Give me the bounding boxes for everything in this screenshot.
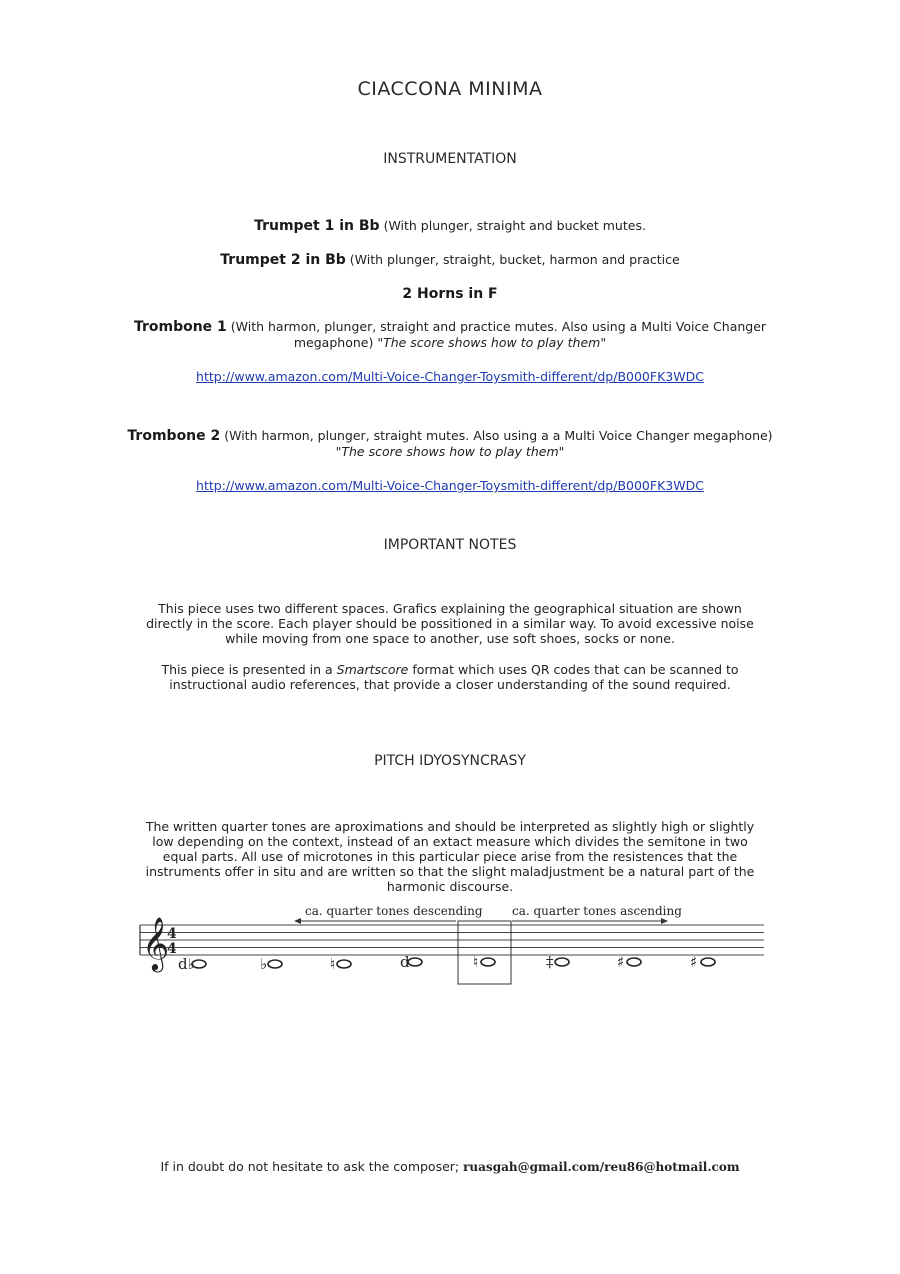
arrow-right-icon: [661, 918, 668, 924]
trumpet1-desc: (With plunger, straight and bucket mutes.: [383, 218, 646, 233]
treble-clef-icon: 𝄞: [142, 916, 170, 970]
footer-text: If in doubt do not hesitate to ask the composer;: [160, 1159, 464, 1174]
trumpet1-name: Trumpet 1 in Bb: [254, 218, 380, 234]
microtone-staff: [0, 895, 900, 995]
trumpet2-entry: [0, 252, 900, 268]
important-notes-heading: IMPORTANT NOTES: [383, 537, 517, 553]
trumpet2-name: Trumpet 2 in Bb: [220, 252, 346, 268]
note-4: [408, 958, 422, 966]
sharp-icon: ♯: [617, 953, 625, 971]
time-signature-bottom: 4: [167, 941, 177, 957]
three-quarter-sharp-icon: ♯: [690, 953, 698, 971]
composer-email[interactable]: ruasgah@gmail.com/reu86@hotmail.com: [463, 1160, 740, 1174]
note-6: [555, 958, 569, 966]
arrow-left-icon: [294, 918, 301, 924]
trombone2-link[interactable]: http://www.amazon.com/Multi-Voice-Changer-Toysmith-different/dp/B000FK3WDC: [196, 478, 704, 493]
trombone1-desc: (With harmon, plunger, straight and practice mutes. Also using a Multi Voice Changer: [230, 319, 767, 334]
notes-para2-start: This piece is presented in a: [161, 662, 337, 677]
natural-icon: ♮: [330, 955, 336, 973]
trombone1-name: Trombone 1: [133, 319, 227, 335]
trombone2-link-row: [0, 475, 900, 494]
trombone1-entry: [0, 319, 900, 350]
trombone2-entry: [0, 428, 900, 459]
three-quarter-flat-icon: d♭: [178, 955, 195, 973]
horns-entry: [0, 286, 900, 302]
trombone2-name: Trombone 2: [127, 428, 221, 444]
notes-para2-italic: Smartscore: [336, 662, 409, 677]
trumpet1-entry: [0, 218, 900, 234]
flat-icon: ♭: [260, 955, 268, 973]
natural-icon-2: ♮: [473, 953, 479, 971]
quarter-sharp-icon: ‡: [546, 953, 554, 971]
trombone2-quote: "The score shows how to play them": [335, 444, 565, 459]
page-title: CIACCONA MINIMA: [357, 78, 543, 100]
notes-paragraph-2: [0, 662, 900, 692]
note-5: [481, 958, 495, 966]
notes-paragraph-1: This piece uses two different spaces. Grafics explaining the geographical situation are shown directly in the score. Each player should be possitioned in a similar way. To avoid excessive noise while moving from one space to another, use soft shoes, socks or none.: [146, 601, 754, 646]
center-box: [458, 921, 511, 984]
trombone1-quote: "The score shows how to play them": [377, 335, 607, 350]
staff-lines: [140, 925, 764, 955]
label-descending: ca. quarter tones descending: [305, 904, 483, 918]
trumpet2-desc: (With plunger, straight, bucket, harmon and practice: [349, 252, 680, 267]
note-3: [337, 960, 351, 968]
footer: [0, 1159, 900, 1174]
note-8: [701, 958, 715, 966]
pitch-paragraph: The written quarter tones are aproximations and should be interpreted as slightly high or slightly low depending on the context, instead of an extact measure which divides the semitone in two equal parts. All use of microtones in this particular piece arise from the resistences that the instruments offer in situ and are written so that the slight maladjustment be a natural part of the harmonic discourse.: [145, 819, 755, 894]
trombone1-link[interactable]: http://www.amazon.com/Multi-Voice-Changer-Toysmith-different/dp/B000FK3WDC: [196, 369, 704, 384]
instrumentation-heading: INSTRUMENTATION: [383, 151, 517, 167]
note-2: [268, 960, 282, 968]
trombone1-desc2: megaphone): [293, 335, 374, 350]
trombone1-link-row: [0, 366, 900, 385]
pitch-heading: PITCH IDYOSYNCRASY: [374, 753, 526, 769]
trombone2-desc: (With harmon, plunger, straight mutes. Also using a a Multi Voice Changer megaphone): [224, 428, 773, 443]
quarter-flat-icon: d: [400, 953, 410, 971]
time-signature-top: 4: [167, 926, 177, 942]
label-ascending: ca. quarter tones ascending: [512, 904, 682, 918]
note-7: [627, 958, 641, 966]
horns-name: 2 Horns in F: [402, 286, 498, 302]
notes-para2-end: format which uses QR codes that can be scanned to instructional audio references, that provide a closer understanding of the sound required.: [169, 662, 739, 692]
